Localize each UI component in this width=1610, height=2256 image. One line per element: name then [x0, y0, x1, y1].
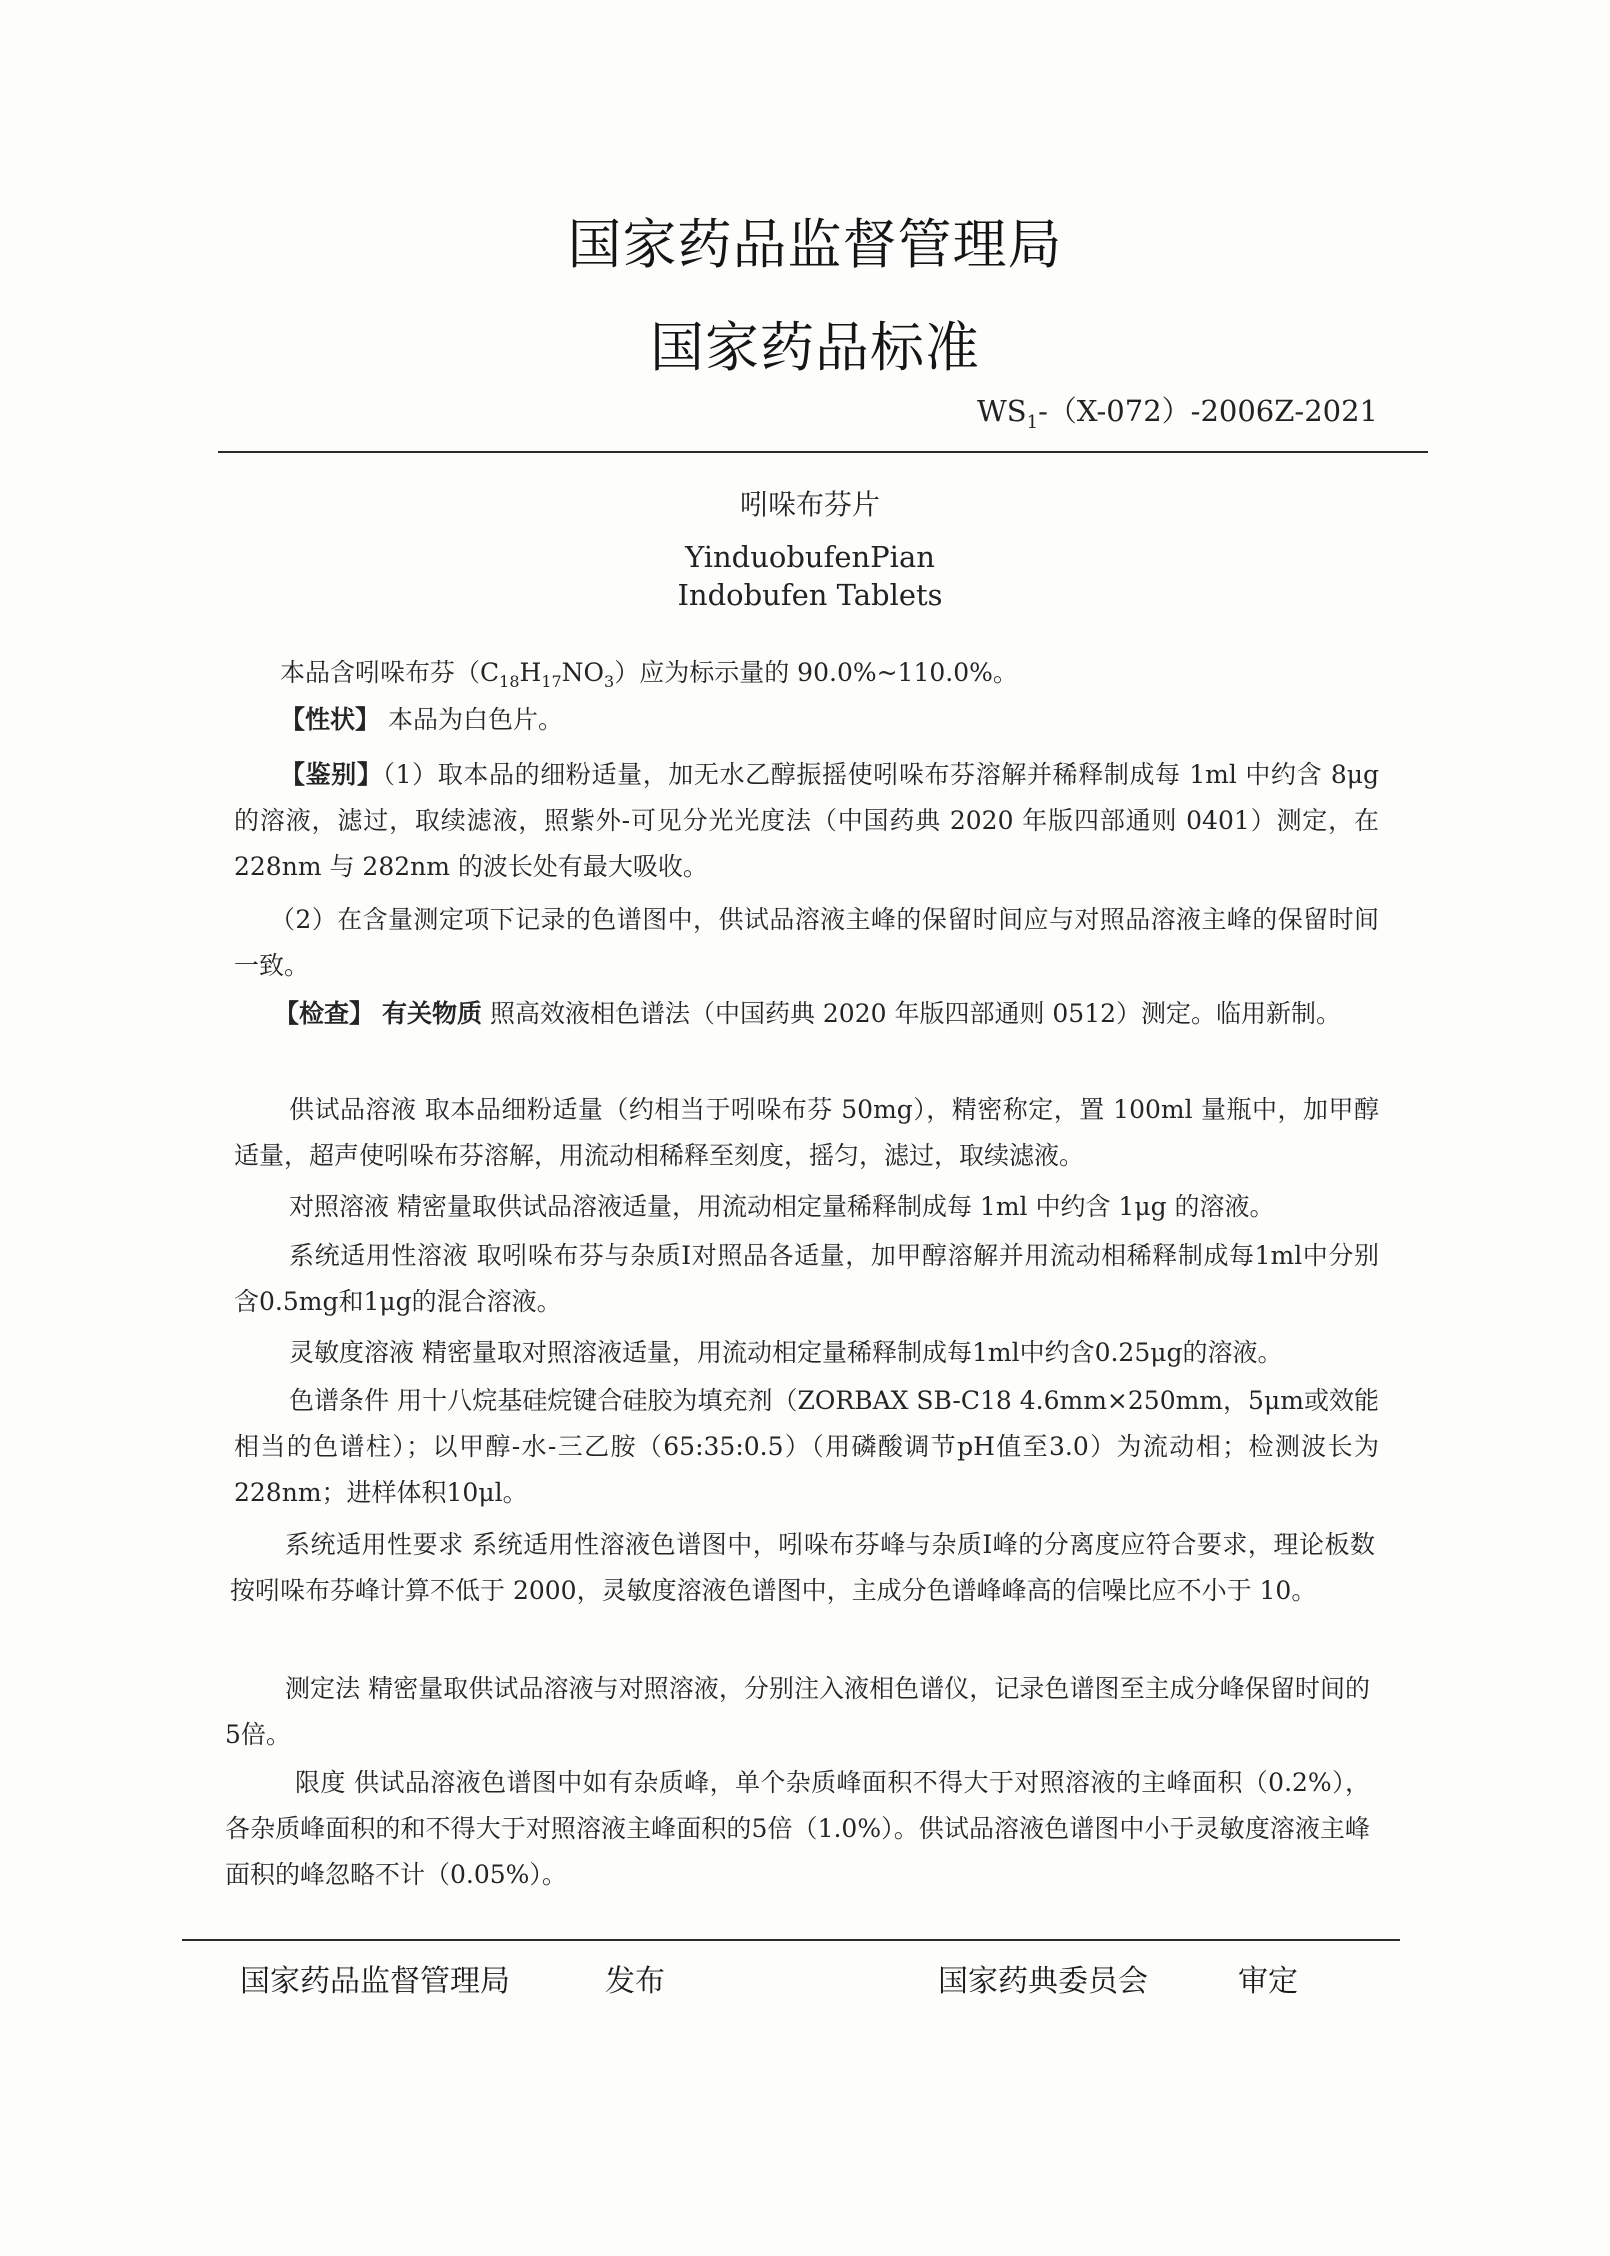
chromatography-section — [234, 1378, 1379, 1516]
limit-text: 供试品溶液色谱图中如有杂质峰，单个杂质峰面积不得大于对照溶液的主峰面积（0.2%），各杂质峰面积的和不得大于对照溶液主峰面积的5倍（1.0%）。供试品溶液色谱图中小于灵敏度溶液主峰面积的峰忽略不计（0.05%）。 — [225, 1768, 1370, 1889]
method-text: 精密量取供试品溶液与对照溶液，分别注入液相色谱仪，记录色谱图至主成分峰保留时间的5倍。 — [225, 1674, 1370, 1749]
review-label: 审定 — [1238, 1964, 1298, 1999]
limit-section — [225, 1760, 1370, 1898]
suitability-solution-text: 取吲哚布芬与杂质Ⅰ对照品各适量，加甲醇溶解并用流动相稀释制成每1ml中分别含0.5mg和1μg的混合溶液。 — [234, 1241, 1379, 1316]
identification-item-1 — [234, 752, 1379, 890]
sensitivity-solution-label: 灵敏度溶液 — [289, 1338, 415, 1367]
standard-code-suffix: -（X-072）-2006Z-2021 — [1038, 394, 1378, 428]
identification-text-2: （2）在含量测定项下记录的色谱图中，供试品溶液主峰的保留时间应与对照品溶液主峰的保留时间一致。 — [234, 905, 1379, 980]
identification-label: 【鉴别】 — [280, 760, 383, 789]
character-section — [280, 697, 1425, 743]
content-text-a: 本品含吲哚布芬（C — [280, 658, 500, 687]
reference-solution-section — [234, 1184, 1379, 1230]
standard-code-subscript: 1 — [1026, 411, 1039, 433]
character-label: 【性状】 — [280, 705, 381, 734]
test-solution-section — [234, 1087, 1379, 1179]
standard-code — [977, 389, 1378, 433]
identification-item-2 — [234, 897, 1379, 989]
suitability-requirement-label: 系统适用性要求 — [285, 1530, 464, 1559]
content-text-d: ）应为标示量的 90.0%~110.0%。 — [614, 658, 1018, 687]
document-title: 国家药品标准 — [650, 316, 980, 379]
test-solution-text: 取本品细粉适量（约相当于吲哚布芬 50mg），精密称定，置 100ml 量瓶中，加甲醇适量，超声使吲哚布芬溶解，用流动相稀释至刻度，摇匀，滤过，取续滤液。 — [234, 1095, 1379, 1170]
footer-divider — [182, 1939, 1400, 1941]
check-section — [234, 991, 1379, 1037]
header-divider — [218, 451, 1428, 453]
sensitivity-solution-section — [234, 1330, 1379, 1376]
check-text: 照高效液相色谱法（中国药典 2020 年版四部通则 0512）测定。临用新制。 — [489, 999, 1342, 1028]
drug-name-pinyin: YinduobufenPian — [685, 540, 935, 574]
chromatography-label: 色谱条件 — [289, 1386, 390, 1415]
reference-solution-text: 精密量取供试品溶液适量，用流动相定量稀释制成每 1ml 中约含 1μg 的溶液。 — [396, 1192, 1275, 1221]
reviewer-name: 国家药典委员会 — [938, 1964, 1148, 1999]
issuer-name: 国家药品监督管理局 — [240, 1964, 510, 1999]
check-sublabel: 有关物质 — [381, 999, 482, 1028]
formula-sub-3: 3 — [604, 672, 615, 691]
formula-sub-2: 17 — [541, 672, 562, 691]
check-label: 【检查】 — [274, 999, 375, 1028]
suitability-requirement-text: 系统适用性溶液色谱图中，吲哚布芬峰与杂质Ⅰ峰的分离度应符合要求，理论板数按吲哚布芬峰计算不低于 2000，灵敏度溶液色谱图中，主成分色谱峰峰高的信噪比应不小于 10。 — [230, 1530, 1375, 1605]
drug-name-chinese: 吲哚布芬片 — [739, 488, 880, 521]
suitability-solution-section — [234, 1233, 1379, 1325]
method-label: 测定法 — [285, 1674, 361, 1703]
suitability-requirement-section — [230, 1522, 1375, 1614]
content-text-c: NO — [561, 658, 605, 687]
sensitivity-solution-text: 精密量取对照溶液适量，用流动相定量稀释制成每1ml中约含0.25μg的溶液。 — [421, 1338, 1283, 1367]
drug-name-english: Indobufen Tablets — [677, 578, 943, 612]
test-solution-label: 供试品溶液 — [289, 1095, 417, 1124]
character-text: 本品为白色片。 — [387, 705, 563, 734]
suitability-solution-label: 系统适用性溶液 — [289, 1241, 469, 1270]
issue-label: 发布 — [605, 1964, 665, 1999]
limit-label: 限度 — [295, 1768, 346, 1797]
standard-code-prefix: WS — [976, 394, 1027, 428]
method-section — [225, 1666, 1370, 1758]
content-text-b: H — [519, 658, 542, 687]
formula-sub-1: 18 — [499, 672, 520, 691]
chromatography-text: 用十八烷基硅烷键合硅胶为填充剂（ZORBAX SB-C18 4.6mm×250mm，5μm或效能相当的色谱柱）；以甲醇-水-三乙胺（65:35:0.5）（用磷酸调节pH值至3.0）为流动相；检测波长为228nm；进样体积10μl。 — [234, 1386, 1380, 1507]
agency-heading: 国家药品监督管理局 — [567, 213, 1063, 276]
identification-text-1: （1）取本品的细粉适量，加无水乙醇振摇使吲哚布芬溶解并稀释制成每 1ml 中约含 8μg 的溶液，滤过，取续滤液，照紫外-可见分光光度法（中国药典 2020 年版四部通则 0401）测定，在 228nm 与 282nm 的波长处有最大吸收。 — [234, 760, 1379, 881]
reference-solution-label: 对照溶液 — [289, 1192, 390, 1221]
